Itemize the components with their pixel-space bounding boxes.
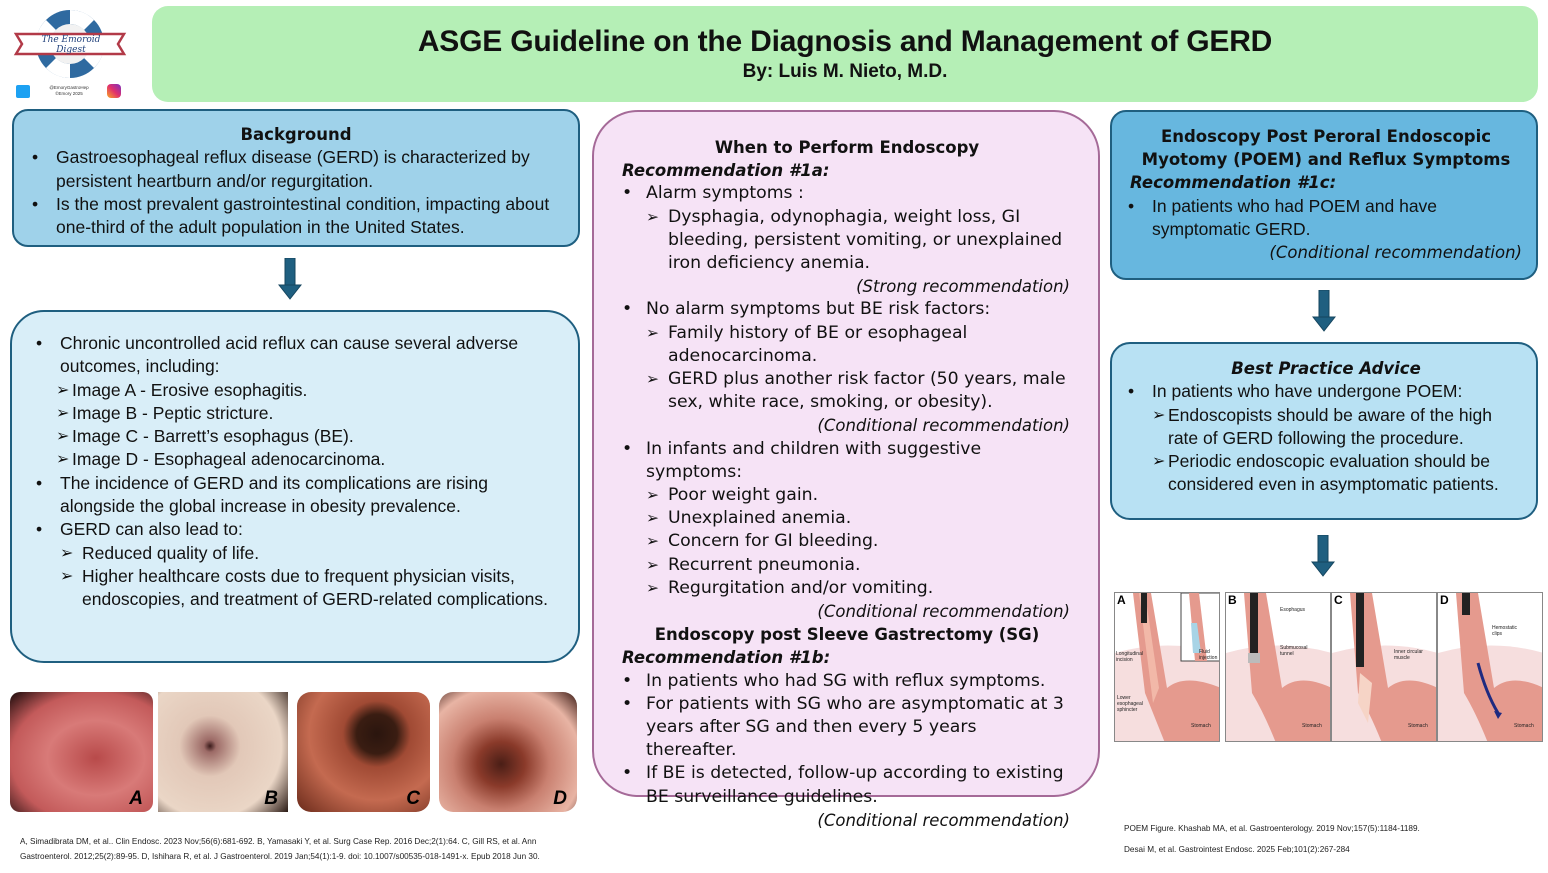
panel-label-b: B [1228,593,1237,607]
endoscopy-image-c [297,692,430,812]
annotation-fluid: Fluid injection [1199,649,1218,661]
panel-label-d: D [1440,593,1449,607]
endoscopy-list-1a [618,182,1070,623]
esophagus-illustration-icon [1438,593,1543,742]
sleeve-gastrectomy-heading: Endoscopy post Sleeve Gastrectomy (SG) [654,625,1040,645]
esophagus-illustration-icon [1332,593,1437,742]
strong-recommendation-label: (Strong recommendation) [856,277,1070,297]
infant-symptom: ➢ Concern for GI bleeding. [646,530,1070,553]
annotation-stomach: Stomach [1191,723,1211,729]
outcomes-bullet: • The incidence of GERD and its complications are rising alongside the global increase in obesity prevalence. [32,472,564,519]
background-box [12,109,580,247]
poem-bullet: • In patients who had POEM and have symptomatic GERD. [1124,195,1522,241]
instagram-icon[interactable] [107,84,121,98]
infant-symptoms-list [646,484,1070,600]
background-heading: Background [240,125,352,144]
no-alarm-text: No alarm symptoms but BE risk factors: [646,299,991,320]
endoscopy-image-b [158,692,288,812]
best-practice-sub: ➢ Endoscopists should be aware of the high rate of GERD following the procedure. [1152,404,1492,448]
infant-symptom: ➢ Regurgitation and/or vomiting. [646,577,1070,600]
poem-references [1124,818,1544,860]
poem-figure-panel-b [1225,592,1331,742]
image-references [20,834,590,864]
best-practice-sub-text: Periodic endoscopic evaluation should be considered even in asymptomatic patients. [1168,451,1499,495]
gerd-consequence: ➢ Reduced quality of life. [60,542,564,565]
poem-figure-panel-c [1331,592,1437,742]
infants-text: In infants and children with suggestive symptoms: [646,438,982,482]
esophagus-illustration-icon [1226,593,1331,742]
copyright-text: ©Emory 2025 [55,91,83,96]
gerd-consequences-list [60,542,564,612]
sleeve-gastrectomy-list [618,670,1070,809]
endoscopy-heading: When to Perform Endoscopy [714,138,980,157]
no-alarm-bullet [618,298,1070,437]
emoroid-digest-logo [12,6,130,102]
sg-bullet: • For patients with SG who are asymptomatic at 3 years after SG and then every 5 years thereafter. [618,693,1070,763]
outcome-image-a: ➢ Image A - Erosive esophagitis. [56,379,564,402]
conditional-recommendation-label: (Conditional recommendation) [1269,243,1522,263]
poem-reflux-box [1110,110,1538,280]
author-line: By: Luis M. Nieto, M.D. [742,61,948,82]
annotation-stomach: Stomach [1514,723,1534,729]
poem-figure-panel-a [1114,592,1220,742]
background-bullet: • Is the most prevalent gastrointestinal condition, impacting about one-third of the adult population in the United States. [28,193,564,240]
outcomes-bullet [32,332,564,472]
sg-bullet: • In patients who had SG with reflux symptoms. [618,670,1070,693]
reference-line: Desai M, et al. Gastrointest Endosc. 2025 Feb;101(2):267-284 [1124,845,1350,854]
outcome-image-c: ➢ Image C - Barrett’s esophagus (BE). [56,425,564,448]
background-list [28,146,564,239]
be-risk-factor: ➢ GERD plus another risk factor (50 years, male sex, white race, smoking, or obesity). [646,368,1070,414]
be-risk-factor: ➢ Family history of BE or esophageal adenocarcinoma. [646,322,1070,368]
page-header [152,6,1538,102]
logo-handle [32,85,106,97]
conditional-recommendation-label: (Conditional recommendation) [817,602,1070,622]
annotation-esophagus: Esophagus [1280,607,1306,613]
infant-symptom: ➢ Recurrent pneumonia. [646,554,1070,577]
recommendation-1b: Recommendation #1b: [622,648,831,668]
best-practice-sub-text: Endoscopists should be aware of the high rate of GERD following the procedure. [1168,404,1492,448]
image-label-b: B [264,788,278,809]
outcomes-bullet [32,518,564,611]
alarm-symptoms-sub [646,206,1070,276]
when-to-perform-endoscopy-box [592,110,1100,830]
best-practice-advice-box [1110,342,1538,520]
down-arrow-icon [1312,290,1336,332]
best-practice-sub: ➢ Periodic endoscopic evaluation should be considered even in asymptomatic patients. [1152,451,1499,495]
outcomes-list [32,332,564,612]
outcomes-box [10,310,580,663]
infants-bullet [618,438,1070,624]
best-practice-list [1124,380,1522,496]
image-label-a: A [129,788,143,809]
handle-text: @EmoryGastroHep [49,85,89,90]
outcome-image-b: ➢ Image B - Peptic stricture. [56,402,564,425]
best-practice-heading: Best Practice Advice [1231,359,1421,378]
annotation-les: Lower esophageal sphincter [1117,695,1143,713]
esophagus-illustration-icon [1115,593,1220,742]
reference-line: POEM Figure. Khashab MA, et al. Gastroenterology. 2019 Nov;157(5):1184-1189. [1124,824,1420,833]
best-practice-bullet [1124,380,1522,496]
annotation-stomach: Stomach [1302,723,1322,729]
down-arrow-icon [1311,535,1335,577]
panel-label-a: A [1117,593,1126,607]
panel-label-c: C [1334,593,1343,607]
recommendation-1c: Recommendation #1c: [1130,173,1337,193]
annotation-tunnel: Submucosal tunnel [1280,645,1308,657]
poem-heading: Endoscopy Post Peroral Endoscopic Myotomy (POEM) and Reflux Symptoms [1141,127,1511,170]
be-risk-factors-list [646,322,1070,415]
sg-bullet: • If BE is detected, follow-up according to existing BE surveillance guidelines. [618,762,1070,808]
page-title: ASGE Guideline on the Diagnosis and Management of GERD [417,25,1273,58]
outcome-image-d: ➢ Image D - Esophageal adenocarcinoma. [56,448,564,471]
annotation-incision: Longitudinal incision [1116,651,1143,663]
recommendation-1a: Recommendation #1a: [622,161,830,181]
annotation-stomach: Stomach [1408,723,1428,729]
reference-line: Gastroenterol. 2012;25(2):89-95. D, Ishihara R, et al. J Gastroenterol. 2019 Jan;54(1):1-9. doi: 10.1007/s00535-018-1491-x. Epub 2018 Jun 30. [20,852,540,861]
alarm-symptoms-detail: ➢ Dysphagia, odynophagia, weight loss, GI bleeding, persistent vomiting, or unexplained iron deficiency anemia. [646,206,1070,276]
conditional-recommendation-label: (Conditional recommendation) [817,416,1070,436]
logo-text: The Emoroid Digest [41,35,101,55]
annotation-clips: Hemostatic clips [1492,625,1518,637]
conditional-recommendation-label: (Conditional recommendation) [817,810,1070,830]
endoscopy-image-a [10,692,153,812]
endoscopy-image-d [439,692,577,812]
poem-figure-panel-d [1437,592,1543,742]
image-label-c: C [406,788,420,809]
alarm-symptoms-bullet [618,182,1070,298]
poem-list [1124,195,1522,241]
background-bullet: • Gastroesophageal reflux disease (GERD) is characterized by persistent heartburn and/or regurgitation. [28,146,564,193]
image-label-d: D [553,788,567,809]
annotation-muscle: Inner circular muscle [1394,649,1423,661]
twitter-icon[interactable] [16,85,30,98]
infant-symptom: ➢ Poor weight gain. [646,484,1070,507]
outcomes-image-list [56,379,564,472]
down-arrow-icon [278,258,302,300]
gerd-consequence: ➢ Higher healthcare costs due to frequent physician visits, endoscopies, and treatment of GERD-related complications. [60,565,564,612]
infant-symptom: ➢ Unexplained anemia. [646,507,1070,530]
outcomes-bullet-text: GERD can also lead to: [60,519,243,540]
reference-line: A, Simadibrata DM, et al.. Clin Endosc. 2023 Nov;56(6):681-692. B, Yamasaki Y, et al. Surg Case Rep. 2016 Dec;2(1):64. C, Gill RS, et al. Ann [20,837,537,846]
outcomes-bullet-text: Chronic uncontrolled acid reflux can cause several adverse outcomes, including: [60,333,519,377]
best-practice-bullet-text: In patients who have undergone POEM: [1152,381,1463,402]
alarm-symptoms-text: Alarm symptoms : [646,183,804,204]
